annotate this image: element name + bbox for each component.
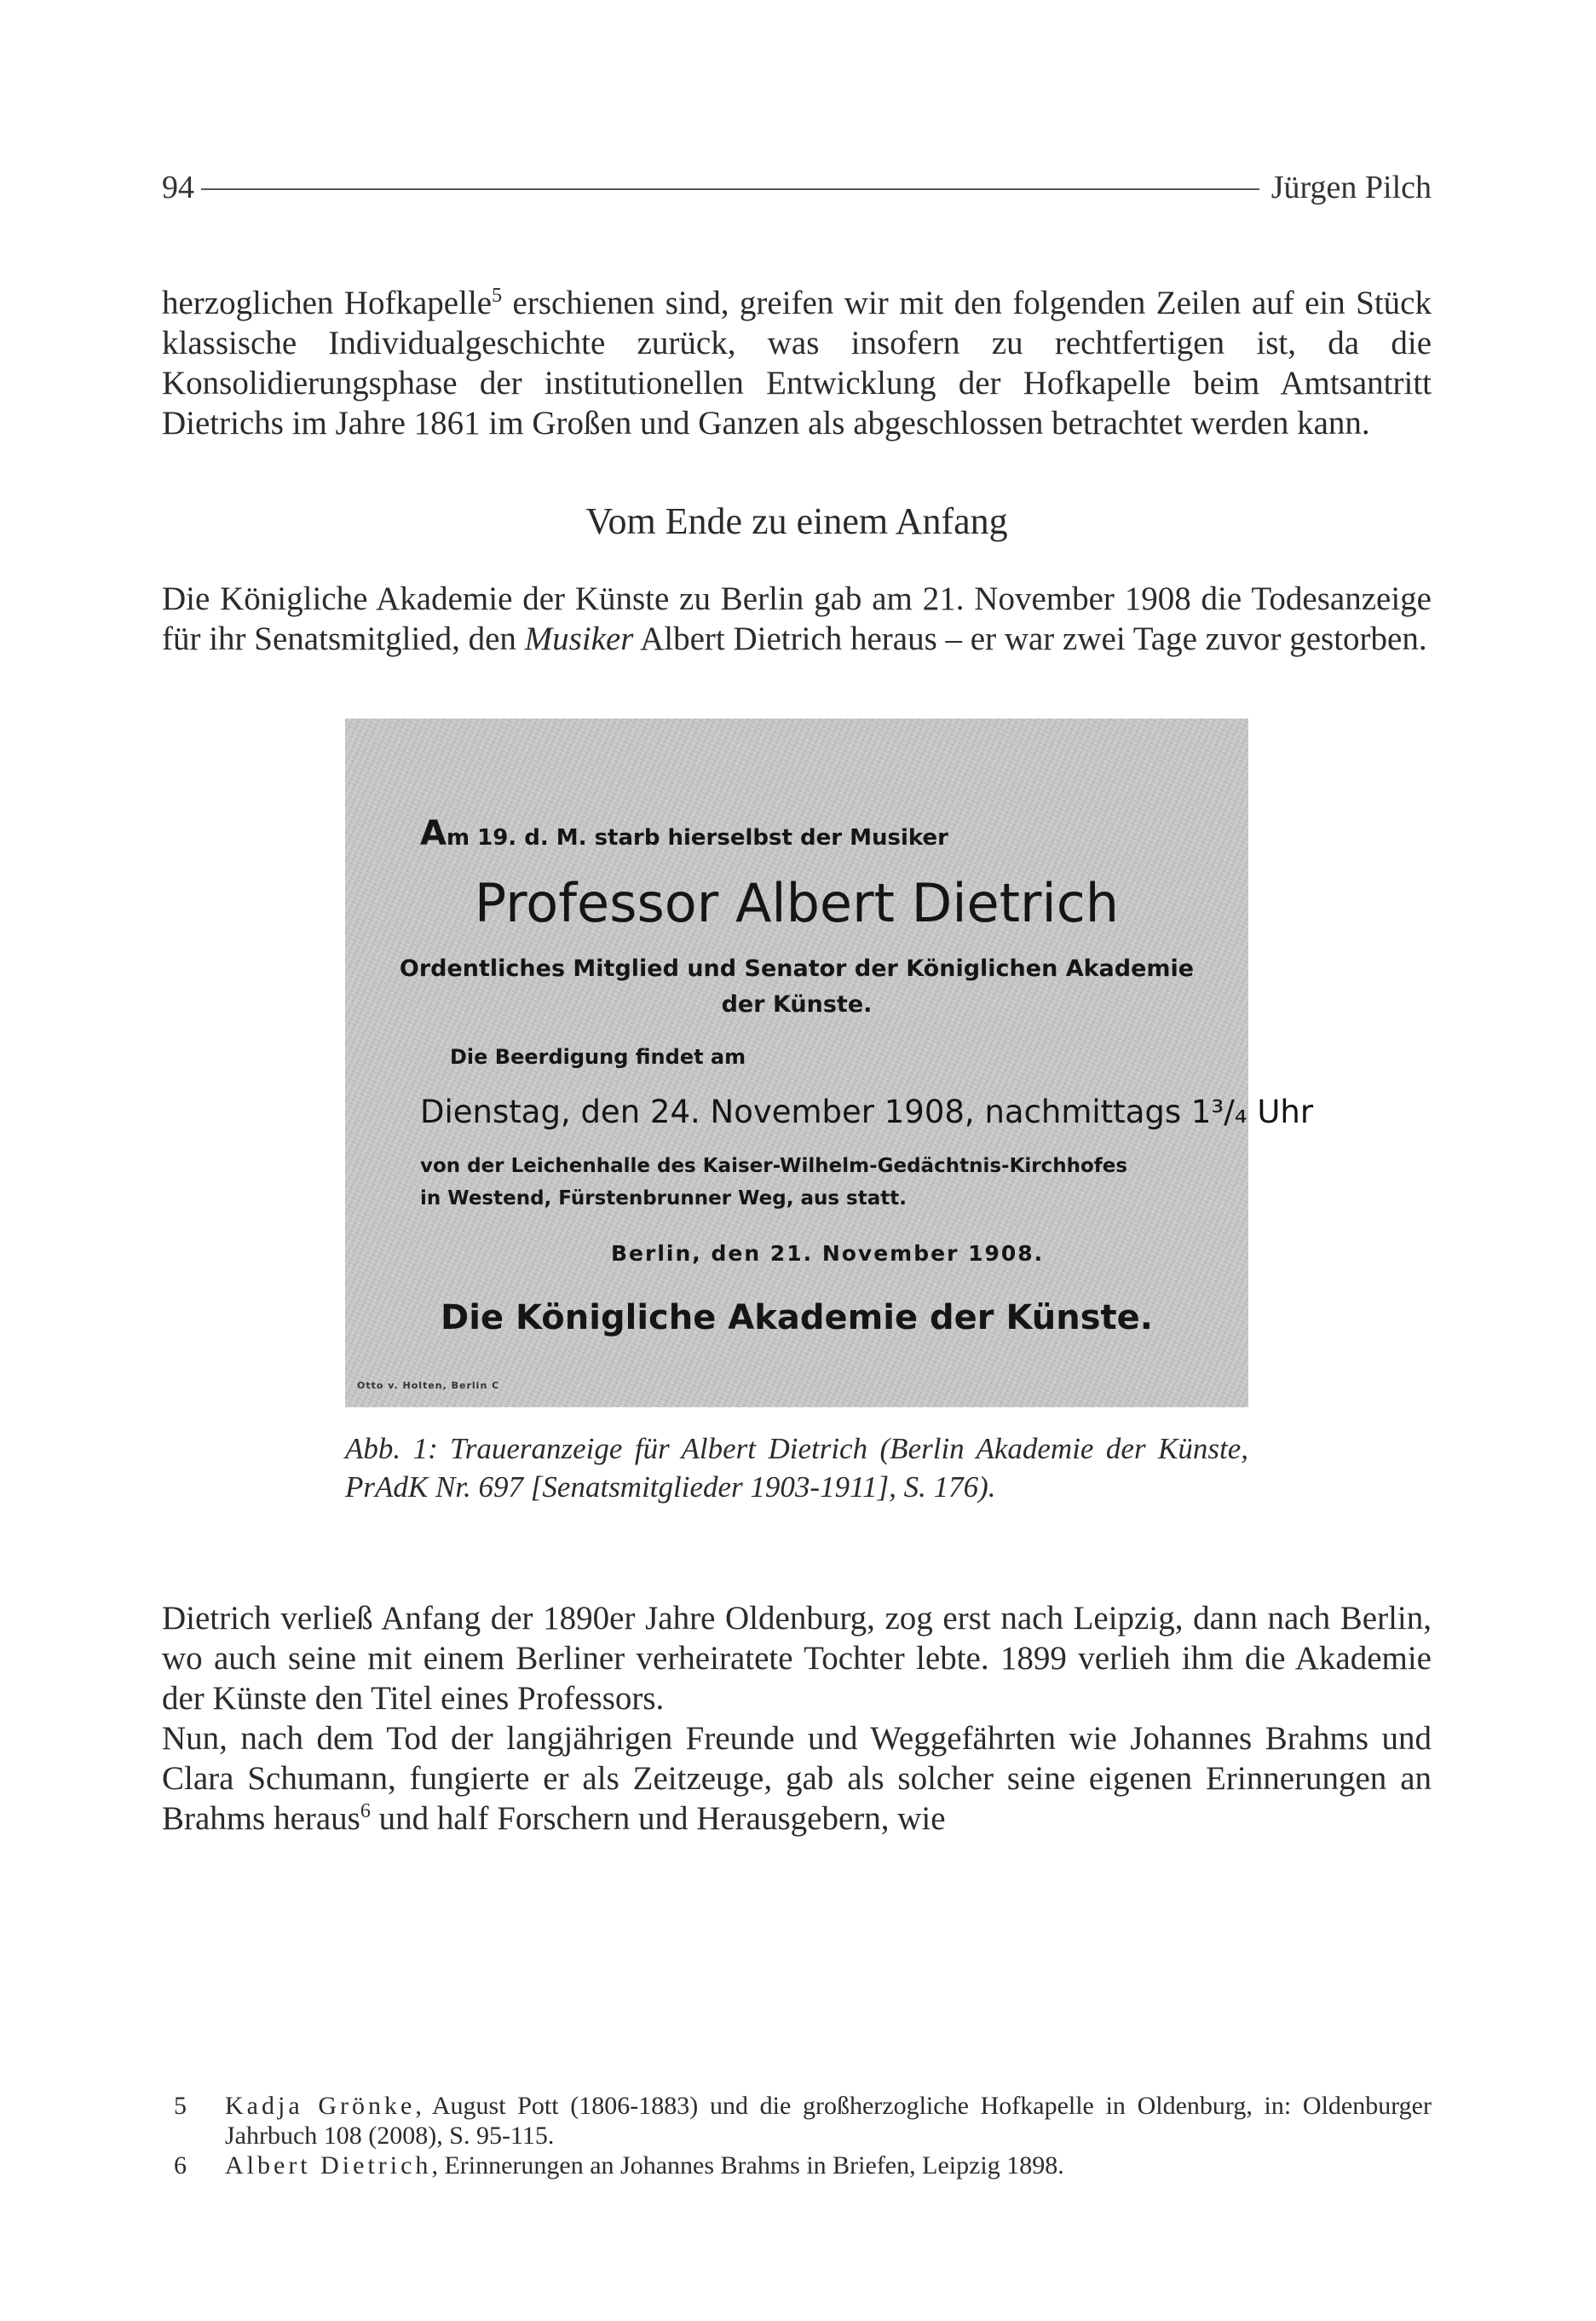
paragraph-intro-text-cont: erschienen sind, greifen wir mit den folgenden Zeilen auf ein Stück klassische Individualgeschichte zurück, was insofern zu rechtfertigen ist, da die Konsolidierungsphase der institutionellen Entwicklung der Hofkapelle beim Amtsantritt Dietrichs im Jahre 1861 im Großen und Ganzen als abgeschlossen betrachtet werden kann. [162,285,1432,442]
footnote-number: 6 [174,2151,187,2180]
figure-1 [345,719,1314,1506]
section-heading: Vom Ende zu einem Anfang [585,500,1008,542]
notice-intro-text: m 19. d. M. starb hierselbst der Musiker [446,825,948,851]
paragraph-announcement [162,579,1432,659]
page [162,162,1432,2180]
footnote-6 [162,2151,1432,2180]
footnote-body: , Erinnerungen an Johannes Brahms in Briefen, Leipzig 1898. [431,2151,1064,2180]
paragraph-dietrich-witness [162,1718,1432,1839]
paragraph-dietrich-move: Dietrich verließ Anfang der 1890er Jahre Oldenburg, zog erst nach Leipzig, dann nach Berlin, wo auch seine mit einem Berliner verheiratete Tochter lebte. 1899 verlieh ihm die Akademie der Künste den Titel eines Professors. [162,1600,1432,1717]
notice-sign-date: Berlin, den 21. November 1908. [611,1241,1045,1266]
notice-funeral: Die Beerdigung findet am [450,1045,746,1069]
header-rule [201,188,1259,190]
death-notice-image [345,719,1314,1407]
running-head [162,162,1432,213]
notice-date: Dienstag, den 24. November 1908, nachmittags 1³/₄ Uhr [420,1094,1314,1130]
paragraph-announcement-text-cont: Albert Dietrich heraus – er war zwei Tage zuvor gestorben. [633,621,1427,657]
notice-place-line-1: von der Leichenhalle des Kaiser-Wilhelm-Gedächtnis-Kirchhofes [420,1155,1128,1177]
footnote-text [225,2091,1432,2151]
paragraph-dietrich-witness-text-cont: und half Forschern und Herausgebern, wie [370,1800,946,1837]
footnote-5 [162,2091,1432,2151]
paragraph-announcement-italic: Musiker [524,621,634,657]
notice-sender: Die Königliche Akademie der Künste. [441,1298,1153,1337]
page-number: 94 [162,170,194,205]
footnote-body: , August Pott (1806-1883) und die großherzogliche Hofkapelle in Oldenburg, in: Oldenburger Jahrbuch 108 (2008), S. 95-115. [225,2092,1432,2150]
notice-intro [420,814,1323,853]
paragraph-announcement-text: Die Königliche Akademie der Künste zu Berlin gab am 21. November 1908 die Todesanzeige für ihr Senatsmitglied, den [162,580,1432,657]
footnote-ref-5[interactable]: 5 [492,285,503,307]
footnotes [162,2091,1432,2180]
footnote-text [225,2151,1432,2180]
paragraph-intro-text: herzoglichen Hofkapelle [162,285,493,321]
notice-name: Professor Albert Dietrich [474,872,1120,934]
footnote-ref-6[interactable]: 6 [360,1800,371,1822]
paragraph-dietrich-witness-text: Nun, nach dem Tod der langjährigen Freunde und Weggefährten wie Johannes Brahms und Clara Schumann, fungierte er als Zeitzeuge, gab als solcher seine eigenen Erinnerungen an Brahms heraus [162,1720,1432,1837]
footnote-author: Albert Dietrich [225,2151,432,2180]
figure-caption: Abb. 1: Traueranzeige für Albert Dietrich (Berlin Akademie der Künste, PrAdK Nr. 697 [Senatsmitglieder 1903-1911], S. 176). [345,1432,1248,1504]
running-head-author: Jürgen Pilch [1270,170,1432,205]
notice-title-line-2: der Künste. [721,991,873,1018]
footnote-number: 5 [174,2092,187,2120]
notice-printer: Otto v. Holten, Berlin C [357,1380,500,1391]
footnote-author: Kadja Grönke [225,2092,416,2120]
notice-title-line-1: Ordentliches Mitglied und Senator der Königlichen Akademie [399,956,1195,982]
paragraph-intro [162,283,1432,443]
notice-intro-initial: A [420,814,447,853]
notice-place-line-2: in Westend, Fürstenbrunner Weg, aus statt. [420,1187,907,1210]
